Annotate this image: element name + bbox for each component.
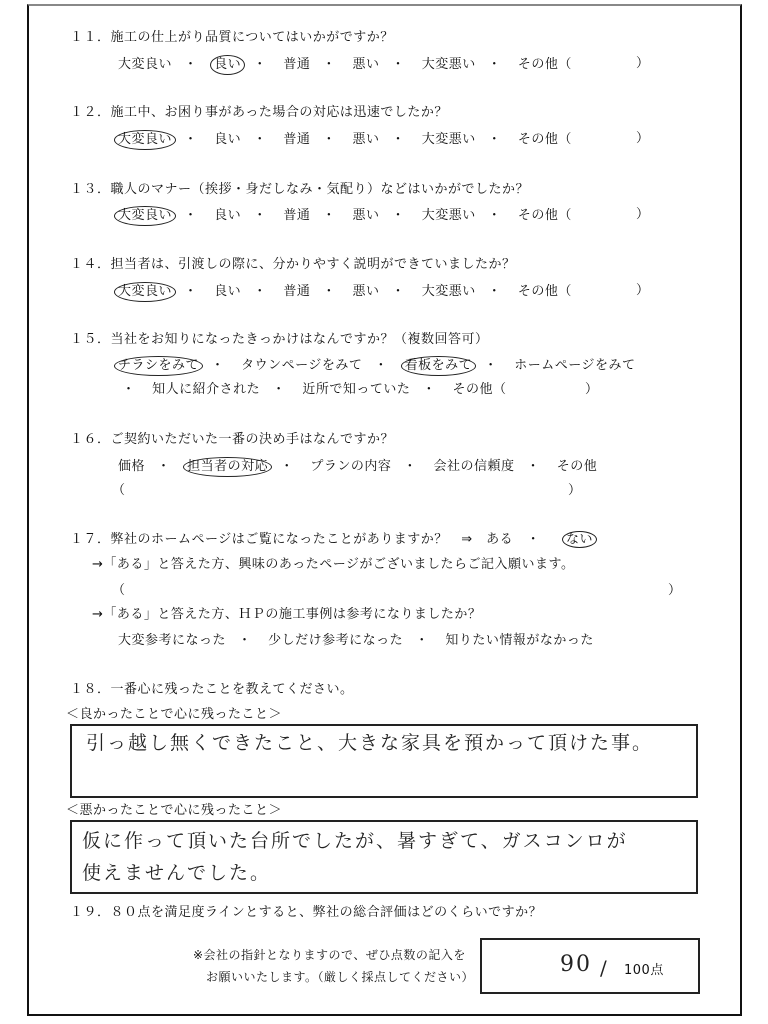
q18-bad-line1: 仮に作って頂いた台所でしたが、暑すぎて、ガスコンロが <box>82 830 628 852</box>
q19-note1: ※会社の指針となりますので、ぜひ点数の記入を <box>193 948 466 962</box>
q14-opt-normal[interactable]: 普通 <box>283 284 311 299</box>
q17-sub1: →「ある」と答えた方、興味のあったページがございましたらご記入願います。 <box>92 557 575 572</box>
q11-options: 大変良い ・ 良い ・ 普通 ・ 悪い ・ 大変悪い ・ その他（ <box>118 55 572 75</box>
q16-opt-plan[interactable]: プランの内容 <box>310 459 392 474</box>
q16-paren-close: ） <box>568 483 582 498</box>
q14-opt-other[interactable]: その他（ <box>517 284 572 299</box>
q18-bad-label: ＜悪かったことで心に残ったこと＞ <box>66 803 283 818</box>
q13-paren-close: ） <box>636 207 650 222</box>
q16-opt-staff-circled[interactable]: 担当者の対応 <box>183 457 272 477</box>
q19-question: １９．８０点を満足度ラインとすると、弊社の総合評価はどのくらいですか？ <box>70 905 543 920</box>
q12-opt-very-bad[interactable]: 大変悪い <box>421 132 476 147</box>
q17-opt-no-info[interactable]: 知りたい情報がなかった <box>445 633 594 648</box>
q16-opt-trust[interactable]: 会社の信頼度 <box>433 459 515 474</box>
q12-opt-normal[interactable]: 普通 <box>283 132 311 147</box>
q14-opt-good[interactable]: 良い <box>214 284 242 299</box>
q15-opt-referral[interactable]: 知人に紹介された <box>152 382 261 397</box>
q19-max: 100点 <box>624 963 664 978</box>
q19-score: 90 <box>560 952 592 977</box>
q17-question: １７．弊社のホームページはご覧になったことがありますか？ ⇒ ある ・ <box>70 532 541 547</box>
q14-opt-very-good-circled[interactable]: 大変良い <box>114 282 176 302</box>
q15-opt-townpage[interactable]: タウンページをみて <box>241 358 363 373</box>
q18-question: １８．一番心に残ったことを教えてください。 <box>70 682 354 697</box>
q15-opt-homepage[interactable]: ホームページをみて <box>514 358 636 373</box>
q16-opt-price[interactable]: 価格 <box>118 459 146 474</box>
q18-bad-line2: 使えませんでした。 <box>82 862 272 884</box>
q15-options-line2: ・ 知人に紹介された ・ 近所で知っていた ・ その他（ <box>122 382 507 397</box>
q18-good-label: ＜良かったことで心に残ったこと＞ <box>66 707 283 722</box>
q11-question: １１．施工の仕上がり品質についてはいかがですか？ <box>70 30 394 45</box>
q12-opt-bad[interactable]: 悪い <box>352 132 380 147</box>
q17-answer-no-circled[interactable]: ない <box>562 531 597 548</box>
q11-opt-very-good[interactable]: 大変良い <box>118 57 173 72</box>
q12-opt-very-good-circled[interactable]: 大変良い <box>114 130 176 150</box>
q13-opt-normal[interactable]: 普通 <box>283 208 311 223</box>
q19-note2: お願いいたします。（厳しく採点してください） <box>206 970 475 984</box>
q13-opt-very-good-circled[interactable]: 大変良い <box>114 206 176 226</box>
q15-paren-close: ） <box>585 382 599 397</box>
q11-paren-close: ） <box>636 56 650 71</box>
q18-good-text: 引っ越し無くできたこと、大きな家具を預かって頂けた事。 <box>86 732 654 754</box>
q11-opt-very-bad[interactable]: 大変悪い <box>421 57 476 72</box>
q16-question: １６．ご契約いただいた一番の決め手はなんですか？ <box>70 432 395 447</box>
q19-slash: / <box>600 956 609 980</box>
q11-opt-other[interactable]: その他（ <box>517 57 572 72</box>
q16-options: 価格 ・ 担当者の対応 ・ プランの内容 ・ 会社の信頼度 ・ その他 <box>118 457 597 477</box>
q17-sub2-options: 大変参考になった ・ 少しだけ参考になった ・ 知りたい情報がなかった <box>118 633 594 648</box>
q11-opt-good-circled[interactable]: 良い <box>210 55 245 75</box>
q12-options: 大変良い ・ 良い ・ 普通 ・ 悪い ・ 大変悪い ・ その他（ <box>118 130 572 150</box>
q13-opt-good[interactable]: 良い <box>214 208 242 223</box>
q17-opt-very-helpful[interactable]: 大変参考になった <box>118 633 227 648</box>
q17-paren-open: （ <box>112 583 126 598</box>
q14-opt-bad[interactable]: 悪い <box>352 284 380 299</box>
q14-paren-close: ） <box>636 283 650 298</box>
q17-paren-close: ） <box>668 583 682 598</box>
q15-opt-neighborhood[interactable]: 近所で知っていた <box>302 382 411 397</box>
q14-opt-very-bad[interactable]: 大変悪い <box>421 284 476 299</box>
q15-question: １５．当社をお知りになったきっかけはなんですか？（複数回答可） <box>70 332 489 347</box>
q16-opt-other[interactable]: その他 <box>556 459 598 474</box>
q13-options: 大変良い ・ 良い ・ 普通 ・ 悪い ・ 大変悪い ・ その他（ <box>118 206 572 226</box>
q13-opt-very-bad[interactable]: 大変悪い <box>421 208 476 223</box>
q12-opt-other[interactable]: その他（ <box>517 132 572 147</box>
q14-options: 大変良い ・ 良い ・ 普通 ・ 悪い ・ 大変悪い ・ その他（ <box>118 282 572 302</box>
q11-opt-normal[interactable]: 普通 <box>283 57 311 72</box>
q17-opt-slightly-helpful[interactable]: 少しだけ参考になった <box>268 633 404 648</box>
q15-options-line1: チラシをみて ・ タウンページをみて ・ 看板をみて ・ ホームページをみて <box>118 356 636 376</box>
q13-opt-other[interactable]: その他（ <box>517 208 572 223</box>
q13-opt-bad[interactable]: 悪い <box>352 208 380 223</box>
q12-paren-close: ） <box>636 131 650 146</box>
q15-opt-signboard-circled[interactable]: 看板をみて <box>401 356 477 376</box>
q12-question: １２．施工中、お困り事があった場合の対応は迅速でしたか？ <box>70 105 448 120</box>
q11-opt-bad[interactable]: 悪い <box>352 57 380 72</box>
q13-question: １３．職人のマナー（挨拶・身だしなみ・気配り）などはいかがでしたか？ <box>70 182 530 197</box>
q17-sub2: →「ある」と答えた方、ＨＰの施工事例は参考になりましたか？ <box>92 607 482 622</box>
q15-opt-other[interactable]: その他（ <box>452 382 507 397</box>
q14-question: １４．担当者は、引渡しの際に、分かりやすく説明ができていましたか？ <box>70 257 516 272</box>
q16-paren-open: （ <box>112 483 126 498</box>
q15-opt-flyer-circled[interactable]: チラシをみて <box>114 356 203 376</box>
q12-opt-good[interactable]: 良い <box>214 132 242 147</box>
